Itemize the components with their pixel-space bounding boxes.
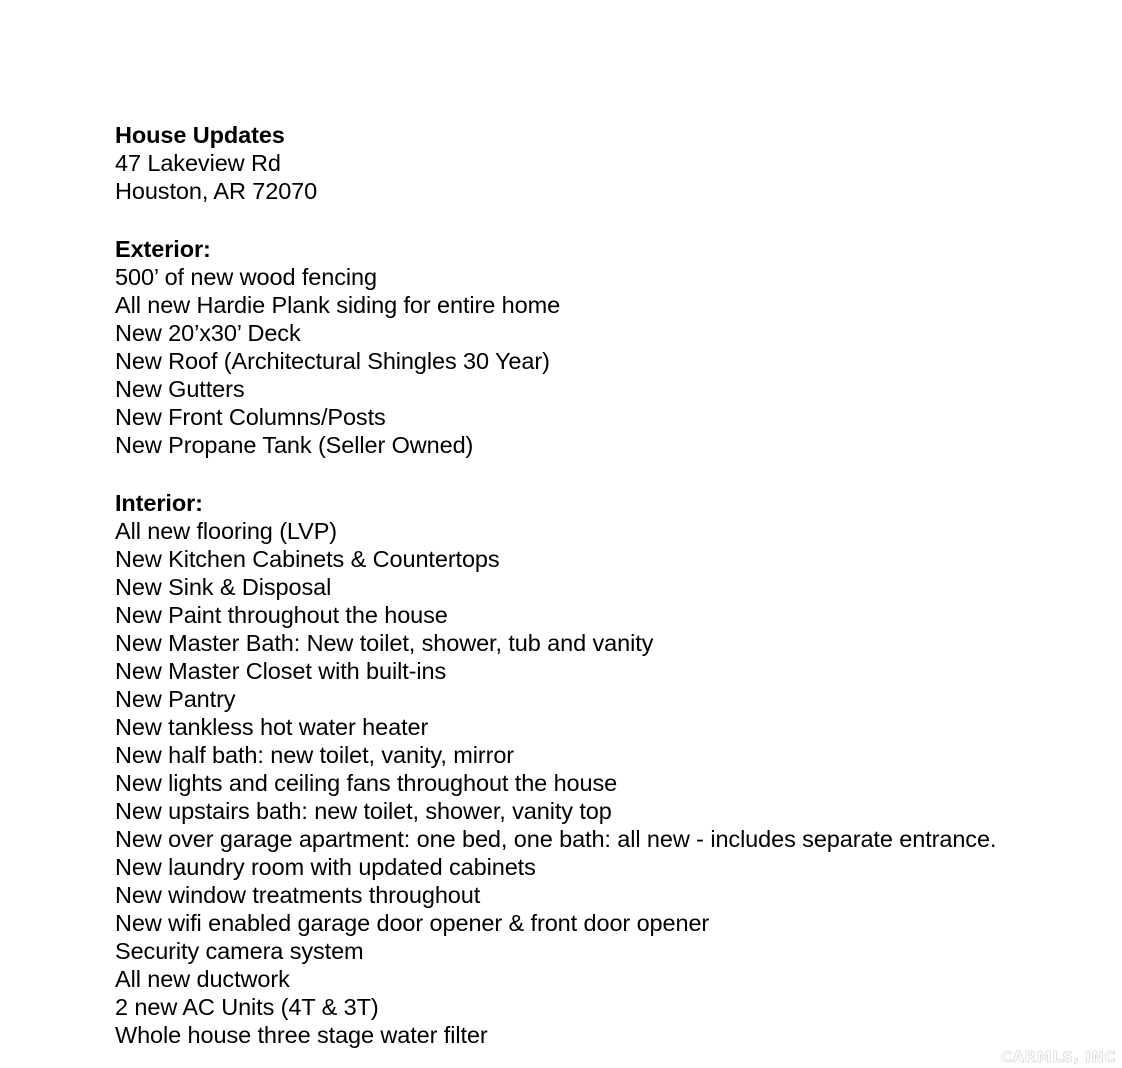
- exterior-item: New Roof (Architectural Shingles 30 Year): [115, 348, 550, 374]
- document-title: House Updates: [115, 122, 285, 148]
- exterior-item: 500’ of new wood fencing: [115, 264, 377, 290]
- interior-item: New lights and ceiling fans throughout the house: [115, 770, 618, 796]
- interior-item: All new flooring (LVP): [115, 518, 338, 544]
- interior-item: New Sink & Disposal: [115, 574, 332, 600]
- address-line-1: 47 Lakeview Rd: [115, 150, 281, 176]
- section-spacer: [115, 459, 1105, 489]
- exterior-item: All new Hardie Plank siding for entire home: [115, 292, 561, 318]
- document-body: [115, 121, 1105, 1049]
- watermark: CARMLS, INC: [1000, 1048, 1116, 1066]
- exterior-heading: Exterior:: [115, 236, 211, 262]
- interior-item: 2 new AC Units (4T & 3T): [115, 994, 379, 1020]
- interior-list: [115, 517, 1105, 1049]
- interior-item: New Paint throughout the house: [115, 602, 448, 628]
- address-line-2: Houston, AR 72070: [115, 178, 318, 204]
- exterior-item: New Front Columns/Posts: [115, 404, 386, 430]
- interior-item: New Master Closet with built-ins: [115, 658, 447, 684]
- interior-item: New laundry room with updated cabinets: [115, 854, 536, 880]
- section-spacer: [115, 205, 1105, 235]
- interior-heading: Interior:: [115, 490, 203, 516]
- exterior-item: New Propane Tank (Seller Owned): [115, 432, 474, 458]
- interior-item: New Kitchen Cabinets & Countertops: [115, 546, 500, 572]
- interior-item: New upstairs bath: new toilet, shower, vanity top: [115, 798, 612, 824]
- interior-item: New window treatments throughout: [115, 882, 481, 908]
- interior-item: New wifi enabled garage door opener & front door opener: [115, 910, 710, 936]
- interior-item: Whole house three stage water filter: [115, 1022, 488, 1048]
- interior-item: New tankless hot water heater: [115, 714, 429, 740]
- interior-item: New over garage apartment: one bed, one bath: all new - includes separate entrance.: [115, 826, 997, 852]
- exterior-list: [115, 263, 1105, 459]
- interior-item: All new ductwork: [115, 966, 290, 992]
- exterior-item: New Gutters: [115, 376, 245, 402]
- interior-item: Security camera system: [115, 938, 364, 964]
- interior-item: New Master Bath: New toilet, shower, tub and vanity: [115, 630, 654, 656]
- exterior-item: New 20’x30’ Deck: [115, 320, 301, 346]
- interior-item: New Pantry: [115, 686, 236, 712]
- interior-item: New half bath: new toilet, vanity, mirror: [115, 742, 515, 768]
